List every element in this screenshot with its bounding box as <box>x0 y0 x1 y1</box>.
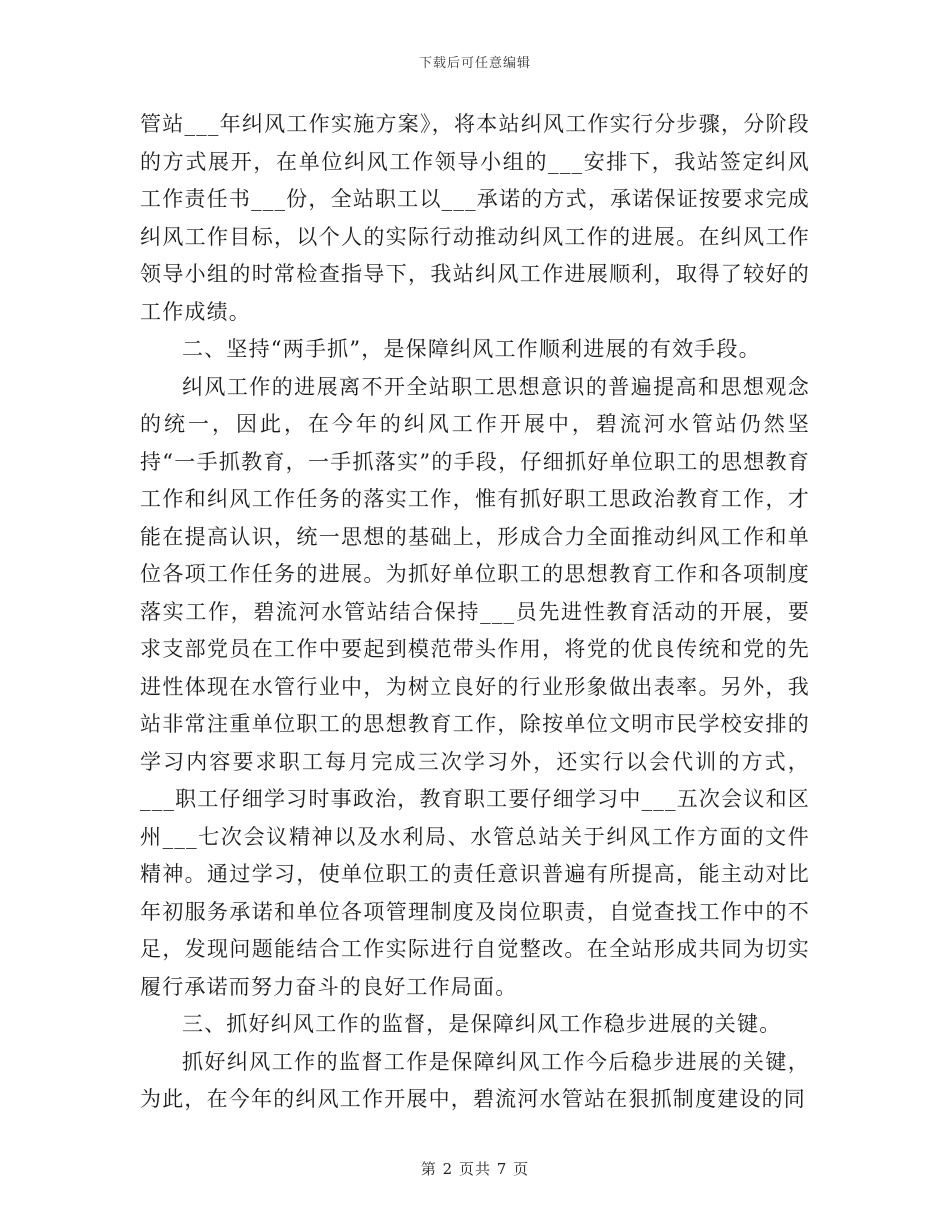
page-footer: 第 2 页共 7 页 <box>420 1160 530 1178</box>
page-header: 下载后可任意编辑 <box>418 56 531 71</box>
section-heading-three: 三、抓好纠风工作的监督，是保障纠风工作稳步进展的关键。 <box>182 1012 782 1036</box>
paragraph-supervision: 抓好纠风工作的监督工作是保障纠风工作今后稳步进展的关键，为此，在今年的纠风工作开展中，碧流河水管站在狠抓制度建设的同 <box>140 1049 810 1111</box>
section-heading-two: 二、坚持“两手抓”，是保障纠风工作顺利进展的有效手段。 <box>182 337 761 361</box>
document-body <box>140 106 810 1119</box>
paragraph-education: 纠风工作的进展离不开全站职工思想意识的普遍提高和思想观念的统一，因此，在今年的纠风工作开展中，碧流河水管站仍然坚持“一手抓教育，一手抓落实”的手段，仔细抓好单位职工的思想教育工作和纠风工作任务的落实工作，惟有抓好职工思政治教育工作，才能在提高认识，统一思想的基础上，形成合力全面推动纠风工作和单位各项工作任务的进展。为抓好单位职工的思想教育工作和各项制度落实工作，碧流河水管站结合保持___员先进性教育活动的开展，要求支部党员在工作中要起到模范带头作用，将党的优良传统和党的先进性体现在水管行业中，为树立良好的行业形象做出表率。另外，我站非常注重单位职工的思想教育工作，除按单位文明市民学校安排的学习内容要求职工每月完成三次学习外，还实行以会代训的方式，___职工仔细学习时事政治，教育职工要仔细学习中___五次会议和区州___七次会议精神以及水利局、水管总站关于纠风工作方面的文件精神。通过学习，使单位职工的责任意识普遍有所提高，能主动对比年初服务承诺和单位各项管理制度及岗位职责，自觉查找工作中的不足，发现问题能结合工作实际进行自觉整改。在全站形成共同为切实履行承诺而努力奋斗的良好工作局面。 <box>140 374 810 999</box>
paragraph-continuation: 管站___年纠风工作实施方案》，将本站纠风工作实行分步骤，分阶段的方式展开，在单位纠风工作领导小组的___安排下，我站签定纠风工作责任书___份，全站职工以___承诺的方式，承诺保证按要求完成纠风工作目标，以个人的实际行动推动纠风工作的进展。在纠风工作领导小组的时常检查指导下，我站纠风工作进展顺利，取得了较好的工作成绩。 <box>140 112 810 324</box>
